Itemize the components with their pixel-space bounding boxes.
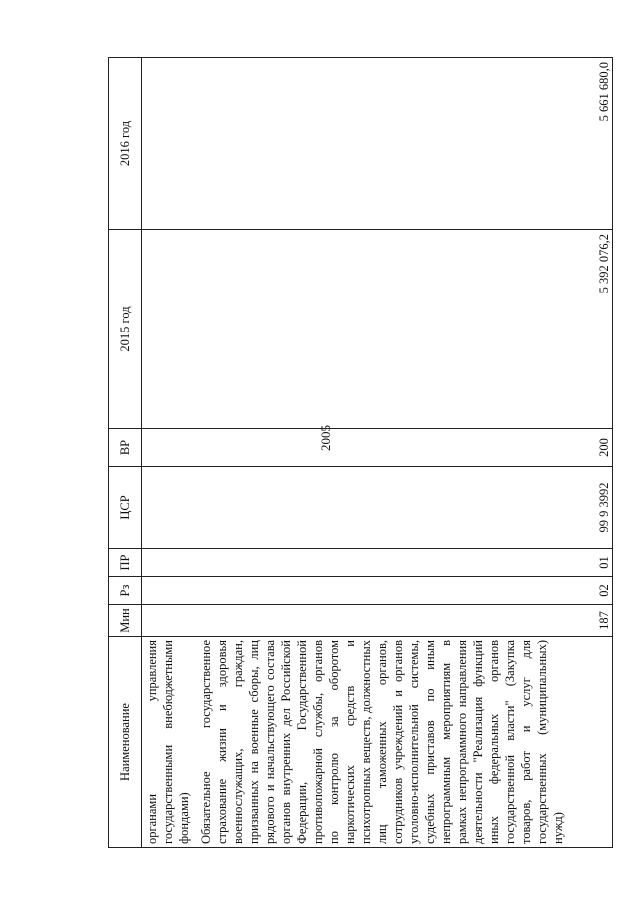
- row-pr: 01: [196, 549, 613, 577]
- row-pr: [142, 549, 197, 577]
- row-name: Обязательное государственное страхование жизни и здоровья военнослужащих, граждан, призванных на военные сборы, лиц рядового и начальствующего состава органов внутренних дел Российской Федерации, Государственной противопожарной службы, органов по контролю за оборотом наркотических средств и психотропных веществ, должностных лиц таможенных органов, сотрудников учреждений и органов уголовно-исполнительной системы, судебных приставов по иным непрограммным мероприятиям в рамках непрограммного направления деятельности "Реализация функций иных федеральных органов государственной власти" (Закупка товаров, работ и услуг для государственных (муниципальных) нужд): [196, 637, 613, 848]
- row-vr: [142, 429, 197, 467]
- row-min: 187: [196, 605, 613, 637]
- header-csr: ЦСР: [109, 467, 142, 549]
- header-2015: 2015 год: [109, 230, 142, 429]
- rotated-table-container: [108, 58, 611, 848]
- row-csr: 99 9 3992: [196, 467, 613, 549]
- row-min: [142, 605, 197, 637]
- table-row: [142, 58, 197, 848]
- page-number: 2005: [318, 425, 333, 451]
- row-csr: [142, 467, 197, 549]
- row-2016: 5 661 680,0: [196, 58, 613, 230]
- row-2016: [142, 58, 197, 230]
- table-row: [196, 58, 613, 848]
- row-rz: [142, 577, 197, 605]
- budget-table: [108, 57, 613, 848]
- header-name: Наименование: [109, 637, 142, 848]
- row-2015: 5 392 076,2: [196, 230, 613, 429]
- row-vr: 200: [196, 429, 613, 467]
- row-rz: 02: [196, 577, 613, 605]
- row-2015: [142, 230, 197, 429]
- header-min: Мин: [109, 605, 142, 637]
- table-header-row: [109, 58, 142, 848]
- header-pr: ПР: [109, 549, 142, 577]
- header-rz: Рз: [109, 577, 142, 605]
- header-2016: 2016 год: [109, 58, 142, 230]
- row-name: органами управления государственными внебюджетными фондами): [142, 637, 197, 848]
- header-vr: ВР: [109, 429, 142, 467]
